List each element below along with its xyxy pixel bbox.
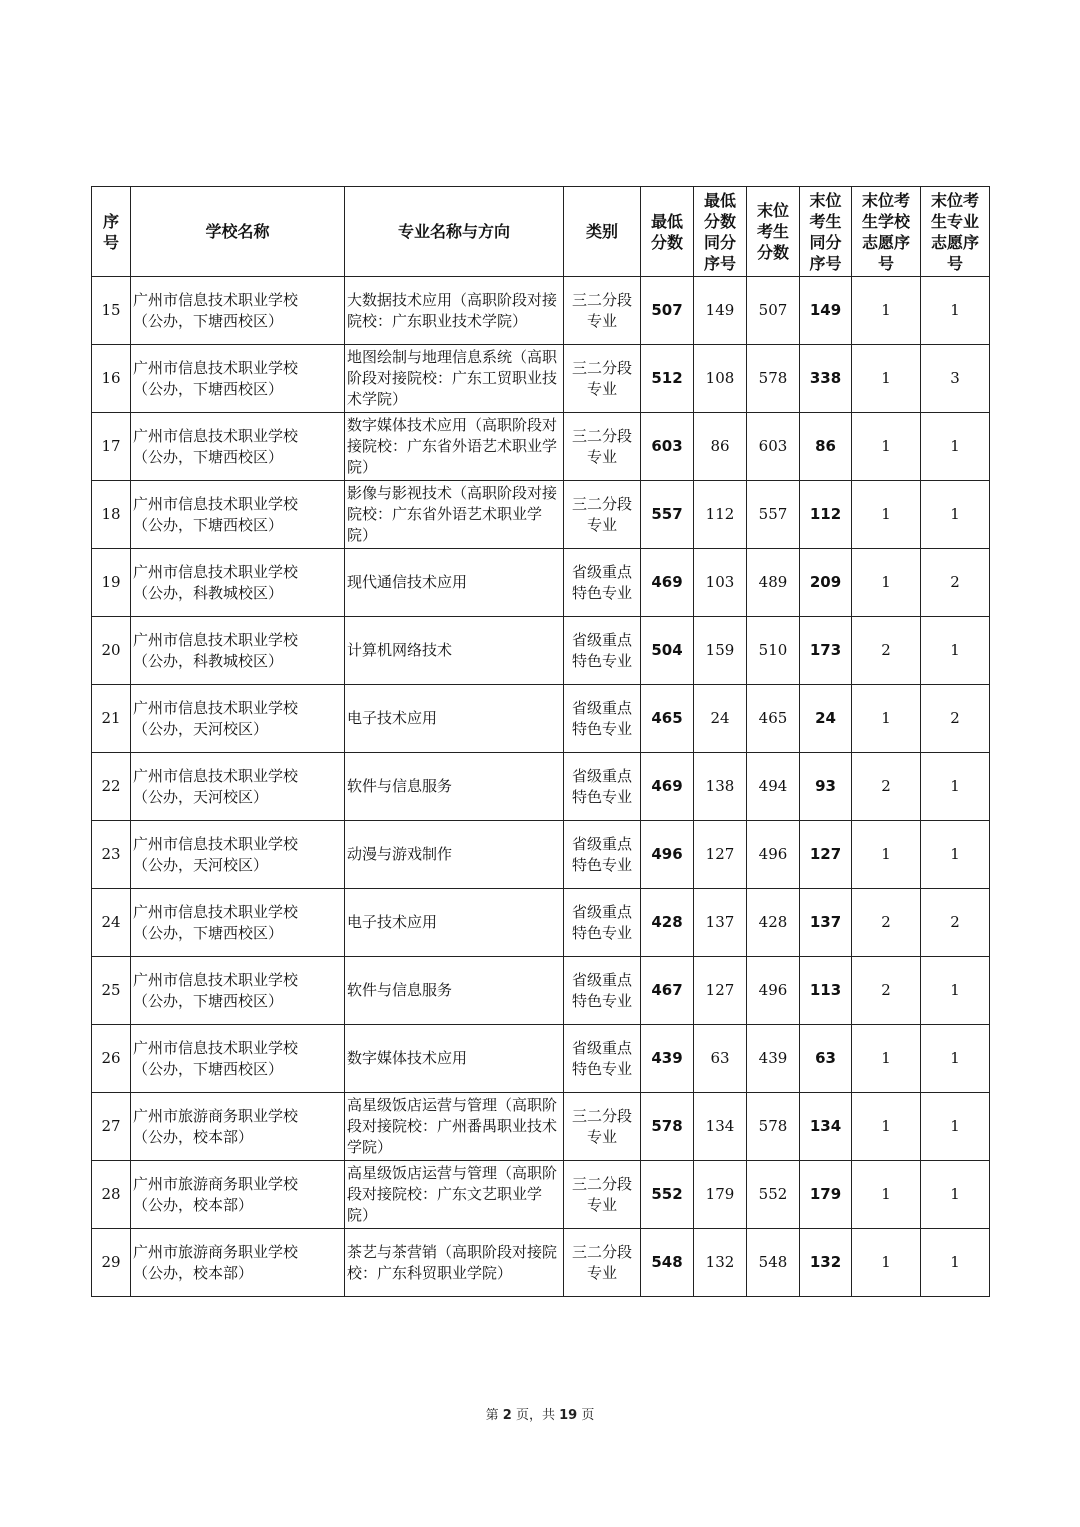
cell-school-choice: 1 <box>852 1161 921 1229</box>
cell-last-score: 603 <box>747 413 800 481</box>
header-last-score: 末位考生分数 <box>747 187 800 277</box>
cell-min-score: 552 <box>641 1161 694 1229</box>
cell-min-score: 428 <box>641 889 694 957</box>
cell-type: 三二分段专业 <box>564 481 641 549</box>
cell-last-same-rank: 24 <box>800 685 852 753</box>
cell-school <box>131 1161 345 1229</box>
cell-index: 28 <box>92 1161 131 1229</box>
cell-school <box>131 889 345 957</box>
cell-index: 23 <box>92 821 131 889</box>
cell-min-score: 603 <box>641 413 694 481</box>
cell-index: 18 <box>92 481 131 549</box>
cell-last-same-rank: 137 <box>800 889 852 957</box>
cell-school-choice: 2 <box>852 889 921 957</box>
cell-min-score: 469 <box>641 753 694 821</box>
cell-type: 三二分段专业 <box>564 345 641 413</box>
cell-major-choice: 1 <box>921 1161 990 1229</box>
school-name: 广州市信息技术职业学校 <box>133 358 299 377</box>
school-name: 广州市信息技术职业学校 <box>133 630 299 649</box>
cell-major-choice: 2 <box>921 549 990 617</box>
cell-last-same-rank: 93 <box>800 753 852 821</box>
cell-min-score-same-rank: 103 <box>694 549 747 617</box>
cell-last-same-rank: 149 <box>800 277 852 345</box>
cell-index: 27 <box>92 1093 131 1161</box>
header-index: 序号 <box>92 187 131 277</box>
header-last-same-rank: 末位考生同分序号 <box>800 187 852 277</box>
cell-school-choice: 1 <box>852 345 921 413</box>
school-name: 广州市信息技术职业学校 <box>133 494 299 513</box>
cell-type: 三二分段专业 <box>564 277 641 345</box>
table-row <box>92 1229 990 1297</box>
cell-last-same-rank: 86 <box>800 413 852 481</box>
cell-school <box>131 1025 345 1093</box>
cell-school <box>131 685 345 753</box>
cell-school <box>131 277 345 345</box>
cell-min-score-same-rank: 108 <box>694 345 747 413</box>
cell-min-score: 504 <box>641 617 694 685</box>
cell-min-score-same-rank: 138 <box>694 753 747 821</box>
cell-last-score: 496 <box>747 957 800 1025</box>
cell-major-choice: 1 <box>921 821 990 889</box>
table-row <box>92 821 990 889</box>
cell-min-score: 469 <box>641 549 694 617</box>
school-name: 广州市旅游商务职业学校 <box>133 1106 299 1125</box>
table-row <box>92 889 990 957</box>
cell-type: 省级重点特色专业 <box>564 957 641 1025</box>
cell-index: 22 <box>92 753 131 821</box>
cell-major-choice: 1 <box>921 957 990 1025</box>
cell-school <box>131 413 345 481</box>
cell-major: 大数据技术应用（高职阶段对接院校：广东职业技术学院） <box>345 277 564 345</box>
header-major: 专业名称与方向 <box>345 187 564 277</box>
cell-index: 25 <box>92 957 131 1025</box>
cell-major: 电子技术应用 <box>345 889 564 957</box>
cell-major-choice: 1 <box>921 1025 990 1093</box>
cell-min-score-same-rank: 179 <box>694 1161 747 1229</box>
cell-type: 三二分段专业 <box>564 1229 641 1297</box>
cell-major-choice: 1 <box>921 753 990 821</box>
cell-last-same-rank: 209 <box>800 549 852 617</box>
school-name: 广州市信息技术职业学校 <box>133 970 299 989</box>
school-campus: （公办，校本部） <box>133 1263 254 1282</box>
header-type: 类别 <box>564 187 641 277</box>
cell-school <box>131 1229 345 1297</box>
cell-school <box>131 617 345 685</box>
school-name: 广州市信息技术职业学校 <box>133 902 299 921</box>
page-footer <box>0 1404 1080 1423</box>
cell-major-choice: 3 <box>921 345 990 413</box>
cell-min-score-same-rank: 134 <box>694 1093 747 1161</box>
school-name: 广州市旅游商务职业学校 <box>133 1242 299 1261</box>
cell-last-same-rank: 134 <box>800 1093 852 1161</box>
footer-middle: 页，共 <box>515 1408 555 1423</box>
cell-last-score: 428 <box>747 889 800 957</box>
cell-min-score: 465 <box>641 685 694 753</box>
cell-last-same-rank: 113 <box>800 957 852 1025</box>
cell-index: 19 <box>92 549 131 617</box>
cell-min-score: 512 <box>641 345 694 413</box>
cell-major: 现代通信技术应用 <box>345 549 564 617</box>
cell-min-score: 557 <box>641 481 694 549</box>
cell-major-choice: 1 <box>921 1229 990 1297</box>
cell-last-score: 494 <box>747 753 800 821</box>
cell-major-choice: 1 <box>921 1093 990 1161</box>
cell-school-choice: 1 <box>852 481 921 549</box>
cell-last-same-rank: 127 <box>800 821 852 889</box>
table-row <box>92 957 990 1025</box>
cell-min-score-same-rank: 63 <box>694 1025 747 1093</box>
table-row <box>92 1161 990 1229</box>
school-name: 广州市信息技术职业学校 <box>133 698 299 717</box>
table-row <box>92 277 990 345</box>
cell-school <box>131 821 345 889</box>
school-campus: （公办，下塘西校区） <box>133 447 284 466</box>
cell-last-score: 578 <box>747 1093 800 1161</box>
cell-last-score: 552 <box>747 1161 800 1229</box>
cell-min-score-same-rank: 112 <box>694 481 747 549</box>
header-last-major-choice: 末位考生专业志愿序号 <box>921 187 990 277</box>
cell-index: 29 <box>92 1229 131 1297</box>
cell-last-same-rank: 63 <box>800 1025 852 1093</box>
cell-school <box>131 753 345 821</box>
cell-school-choice: 1 <box>852 821 921 889</box>
table-row <box>92 1025 990 1093</box>
cell-type: 省级重点特色专业 <box>564 549 641 617</box>
cell-major-choice: 1 <box>921 617 990 685</box>
cell-min-score: 507 <box>641 277 694 345</box>
cell-index: 24 <box>92 889 131 957</box>
cell-school-choice: 2 <box>852 617 921 685</box>
school-campus: （公办，下塘西校区） <box>133 1059 284 1078</box>
cell-last-same-rank: 132 <box>800 1229 852 1297</box>
cell-major: 电子技术应用 <box>345 685 564 753</box>
school-campus: （公办，下塘西校区） <box>133 515 284 534</box>
cell-major: 影像与影视技术（高职阶段对接院校：广东省外语艺术职业学院） <box>345 481 564 549</box>
school-campus: （公办，校本部） <box>133 1127 254 1146</box>
cell-school-choice: 2 <box>852 753 921 821</box>
cell-min-score-same-rank: 127 <box>694 821 747 889</box>
cell-index: 17 <box>92 413 131 481</box>
cell-last-score: 578 <box>747 345 800 413</box>
cell-school <box>131 957 345 1025</box>
cell-major-choice: 2 <box>921 685 990 753</box>
footer-page-number: 2 <box>502 1408 512 1423</box>
cell-index: 26 <box>92 1025 131 1093</box>
cell-last-same-rank: 179 <box>800 1161 852 1229</box>
cell-min-score-same-rank: 159 <box>694 617 747 685</box>
cell-min-score-same-rank: 132 <box>694 1229 747 1297</box>
school-campus: （公办，天河校区） <box>133 787 269 806</box>
cell-school-choice: 1 <box>852 1229 921 1297</box>
footer-suffix: 页 <box>581 1408 595 1423</box>
cell-school <box>131 481 345 549</box>
school-name: 广州市信息技术职业学校 <box>133 1038 299 1057</box>
cell-major: 软件与信息服务 <box>345 957 564 1025</box>
cell-major: 高星级饭店运营与管理（高职阶段对接院校：广东文艺职业学院） <box>345 1161 564 1229</box>
school-campus: （公办，天河校区） <box>133 855 269 874</box>
cell-last-score: 548 <box>747 1229 800 1297</box>
cell-min-score: 578 <box>641 1093 694 1161</box>
cell-type: 三二分段专业 <box>564 413 641 481</box>
school-campus: （公办，下塘西校区） <box>133 311 284 330</box>
cell-major: 计算机网络技术 <box>345 617 564 685</box>
table-row <box>92 1093 990 1161</box>
cell-last-score: 496 <box>747 821 800 889</box>
cell-min-score: 548 <box>641 1229 694 1297</box>
school-name: 广州市旅游商务职业学校 <box>133 1174 299 1193</box>
cell-major: 数字媒体技术应用（高职阶段对接院校：广东省外语艺术职业学院） <box>345 413 564 481</box>
school-name: 广州市信息技术职业学校 <box>133 834 299 853</box>
cell-major: 软件与信息服务 <box>345 753 564 821</box>
school-name: 广州市信息技术职业学校 <box>133 766 299 785</box>
cell-last-score: 510 <box>747 617 800 685</box>
cell-school <box>131 345 345 413</box>
cell-last-same-rank: 173 <box>800 617 852 685</box>
cell-last-score: 439 <box>747 1025 800 1093</box>
table-row <box>92 549 990 617</box>
cell-major: 茶艺与茶营销（高职阶段对接院校：广东科贸职业学院） <box>345 1229 564 1297</box>
school-campus: （公办，校本部） <box>133 1195 254 1214</box>
cell-min-score-same-rank: 137 <box>694 889 747 957</box>
cell-type: 省级重点特色专业 <box>564 685 641 753</box>
header-last-school-choice: 末位考生学校志愿序号 <box>852 187 921 277</box>
school-campus: （公办，科教城校区） <box>133 583 284 602</box>
cell-school-choice: 2 <box>852 957 921 1025</box>
admissions-table <box>91 186 990 1297</box>
cell-last-score: 465 <box>747 685 800 753</box>
school-campus: （公办，天河校区） <box>133 719 269 738</box>
cell-type: 省级重点特色专业 <box>564 753 641 821</box>
cell-last-same-rank: 112 <box>800 481 852 549</box>
footer-total-pages: 19 <box>559 1408 578 1423</box>
cell-last-score: 557 <box>747 481 800 549</box>
cell-index: 16 <box>92 345 131 413</box>
header-min-score: 最低分数 <box>641 187 694 277</box>
cell-min-score-same-rank: 86 <box>694 413 747 481</box>
cell-major-choice: 1 <box>921 481 990 549</box>
cell-last-score: 507 <box>747 277 800 345</box>
cell-major: 数字媒体技术应用 <box>345 1025 564 1093</box>
cell-min-score-same-rank: 149 <box>694 277 747 345</box>
cell-index: 21 <box>92 685 131 753</box>
cell-school-choice: 1 <box>852 413 921 481</box>
school-campus: （公办，下塘西校区） <box>133 991 284 1010</box>
school-campus: （公办，下塘西校区） <box>133 379 284 398</box>
cell-min-score-same-rank: 127 <box>694 957 747 1025</box>
header-school: 学校名称 <box>131 187 345 277</box>
cell-school-choice: 1 <box>852 685 921 753</box>
cell-type: 省级重点特色专业 <box>564 889 641 957</box>
cell-last-same-rank: 338 <box>800 345 852 413</box>
table-row <box>92 617 990 685</box>
footer-prefix: 第 <box>485 1408 499 1423</box>
cell-major-choice: 1 <box>921 277 990 345</box>
school-campus: （公办，科教城校区） <box>133 651 284 670</box>
cell-school <box>131 1093 345 1161</box>
cell-major-choice: 1 <box>921 413 990 481</box>
cell-type: 省级重点特色专业 <box>564 1025 641 1093</box>
cell-type: 三二分段专业 <box>564 1093 641 1161</box>
cell-type: 省级重点特色专业 <box>564 617 641 685</box>
school-campus: （公办，下塘西校区） <box>133 923 284 942</box>
table-row <box>92 685 990 753</box>
cell-type: 省级重点特色专业 <box>564 821 641 889</box>
cell-major: 地图绘制与地理信息系统（高职阶段对接院校：广东工贸职业技术学院） <box>345 345 564 413</box>
table-row <box>92 481 990 549</box>
cell-school-choice: 1 <box>852 1025 921 1093</box>
cell-min-score: 496 <box>641 821 694 889</box>
table-row <box>92 345 990 413</box>
school-name: 广州市信息技术职业学校 <box>133 562 299 581</box>
table-row <box>92 413 990 481</box>
cell-index: 15 <box>92 277 131 345</box>
cell-school-choice: 1 <box>852 549 921 617</box>
cell-school-choice: 1 <box>852 277 921 345</box>
cell-major-choice: 2 <box>921 889 990 957</box>
cell-school <box>131 549 345 617</box>
cell-last-score: 489 <box>747 549 800 617</box>
cell-index: 20 <box>92 617 131 685</box>
cell-type: 三二分段专业 <box>564 1161 641 1229</box>
cell-major: 高星级饭店运营与管理（高职阶段对接院校：广州番禺职业技术学院） <box>345 1093 564 1161</box>
cell-min-score: 439 <box>641 1025 694 1093</box>
cell-min-score-same-rank: 24 <box>694 685 747 753</box>
header-row <box>92 187 990 277</box>
cell-major: 动漫与游戏制作 <box>345 821 564 889</box>
school-name: 广州市信息技术职业学校 <box>133 426 299 445</box>
cell-school-choice: 1 <box>852 1093 921 1161</box>
cell-min-score: 467 <box>641 957 694 1025</box>
school-name: 广州市信息技术职业学校 <box>133 290 299 309</box>
table-row <box>92 753 990 821</box>
header-min-score-same-rank: 最低分数同分序号 <box>694 187 747 277</box>
